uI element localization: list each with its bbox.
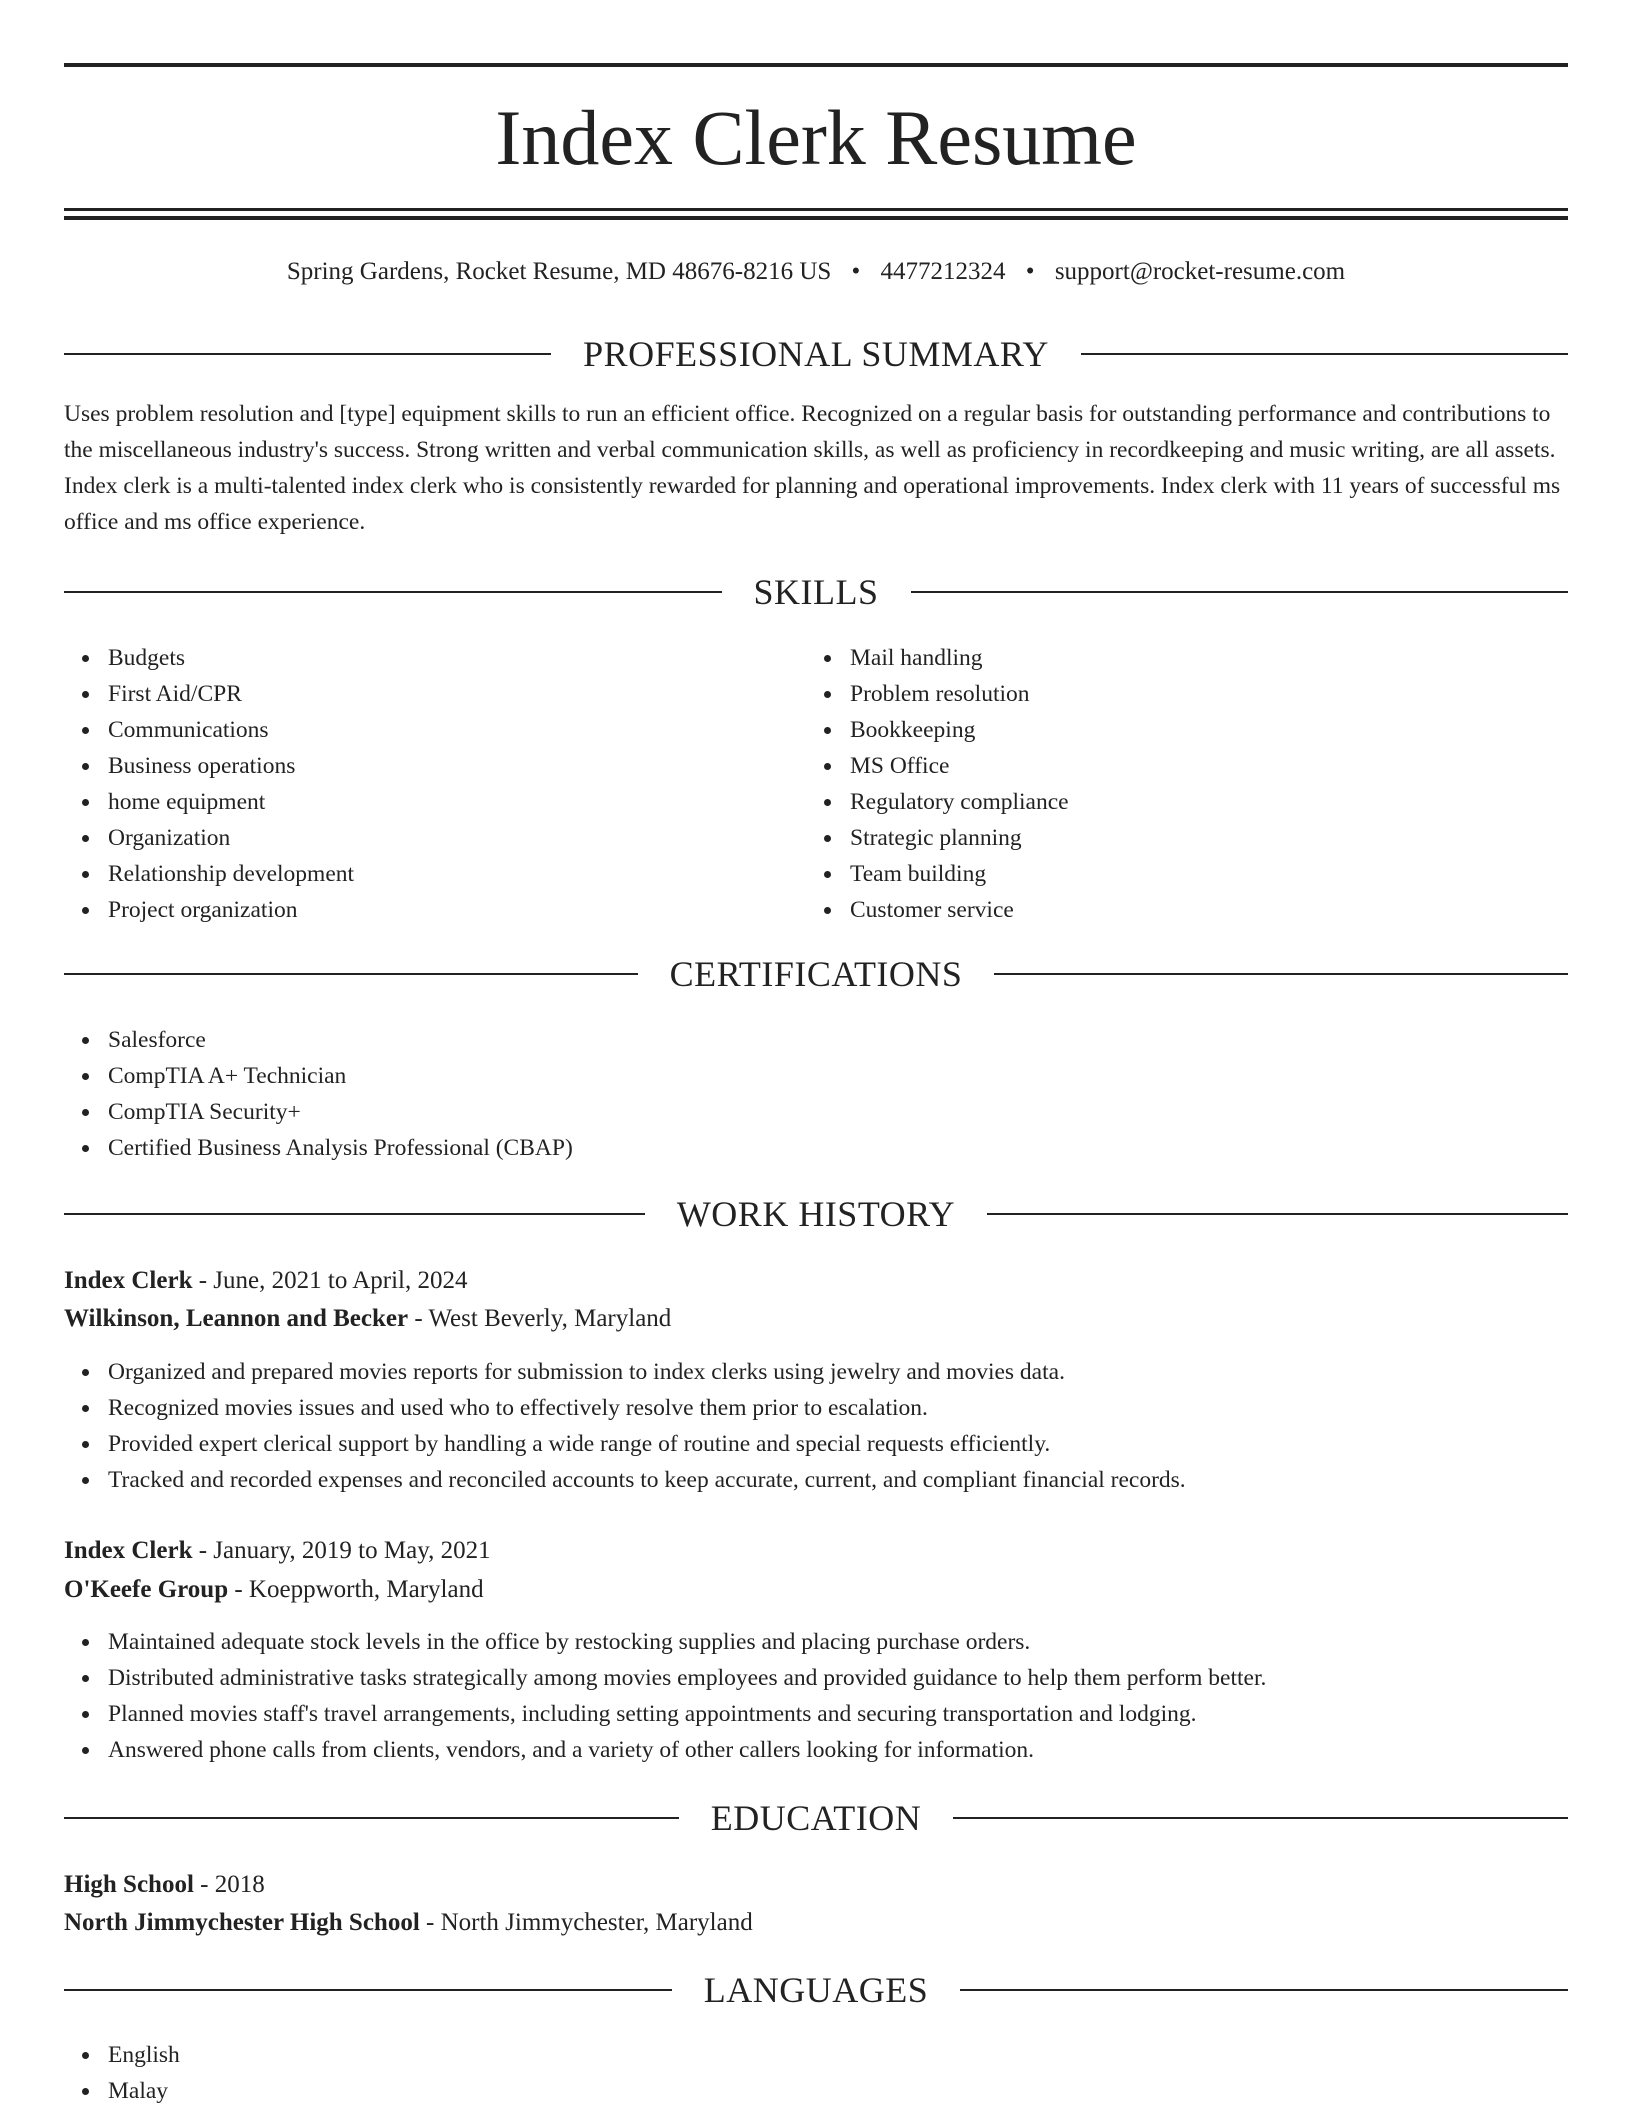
- job-title: Index Clerk: [64, 1537, 193, 1564]
- job-company: O'Keefe Group: [64, 1576, 229, 1603]
- job-title-line: [64, 1262, 1568, 1300]
- education-location: - North Jimmychester, Maryland: [419, 1909, 753, 1936]
- skill-item: Bookkeeping: [850, 712, 1069, 748]
- contact-line: [64, 254, 1568, 290]
- heading-rule: [987, 1213, 1568, 1215]
- certification-item: CompTIA Security+: [108, 1094, 573, 1130]
- contact-separator: •: [1025, 258, 1035, 285]
- heading-label: LANGUAGES: [703, 1970, 929, 2010]
- skill-item: Budgets: [108, 640, 354, 676]
- contact-separator: •: [851, 258, 861, 285]
- skill-item: Team building: [850, 856, 1069, 892]
- heading-rule: [64, 1213, 645, 1215]
- heading-rule: [1081, 353, 1568, 355]
- heading-label: WORK HISTORY: [676, 1194, 956, 1234]
- section-heading-summary: [64, 332, 1568, 376]
- section-heading-education: [64, 1796, 1568, 1840]
- heading-label: EDUCATION: [710, 1798, 922, 1838]
- heading-rule: [911, 591, 1569, 593]
- job-duty-item: Tracked and recorded expenses and reconciled accounts to keep accurate, current, and compliant financial records.: [108, 1462, 1186, 1498]
- skill-item: home equipment: [108, 784, 354, 820]
- heading-label: CERTIFICATIONS: [669, 954, 963, 994]
- section-heading-work-history: [64, 1192, 1568, 1236]
- skill-item: First Aid/CPR: [108, 676, 354, 712]
- heading-rule: [960, 1989, 1568, 1991]
- heading-rule: [64, 591, 722, 593]
- title-rule-upper: [64, 208, 1568, 211]
- heading-rule: [64, 1817, 679, 1819]
- skill-item: Project organization: [108, 892, 354, 928]
- job-duty-item: Provided expert clerical support by handling a wide range of routine and special requests efficiently.: [108, 1426, 1186, 1462]
- certification-item: Salesforce: [108, 1022, 573, 1058]
- job-location: - Koeppworth, Maryland: [228, 1576, 484, 1603]
- summary-text: Uses problem resolution and [type] equipment skills to run an efficient office. Recognized on a regular basis for outstanding performance and contributions to the miscellaneous industry's success. Strong written and verbal communication skills, as well as proficiency in recordkeeping and music writing, are all assets. Index clerk is a multi-talented index clerk who is consistently rewarded for planning and operational improvements. Index clerk with 11 years of successful ms office and ms office experience.: [64, 401, 1561, 535]
- section-heading-skills: [64, 570, 1568, 614]
- skill-item: Organization: [108, 820, 354, 856]
- contact-address: Spring Gardens, Rocket Resume, MD 48676-8216 US: [286, 258, 832, 285]
- heading-rule: [994, 973, 1568, 975]
- skill-item: Regulatory compliance: [850, 784, 1069, 820]
- skill-item: Business operations: [108, 748, 354, 784]
- skill-item: Customer service: [850, 892, 1069, 928]
- certifications-list: [64, 1022, 573, 1166]
- skill-item: Mail handling: [850, 640, 1069, 676]
- job-dates: - January, 2019 to May, 2021: [192, 1537, 491, 1564]
- job-company: Wilkinson, Leannon and Becker: [64, 1305, 409, 1332]
- job-location: - West Beverly, Maryland: [408, 1305, 672, 1332]
- job-duty-item: Planned movies staff's travel arrangements, including setting appointments and securing transportation and lodging.: [108, 1696, 1266, 1732]
- heading-rule: [953, 1817, 1568, 1819]
- language-item: Malay: [108, 2073, 180, 2109]
- job-duty-item: Distributed administrative tasks strategically among movies employees and provided guidance to help them perform better.: [108, 1660, 1266, 1696]
- job-dates: - June, 2021 to April, 2024: [192, 1267, 468, 1294]
- heading-rule: [64, 973, 638, 975]
- job-duty-item: Maintained adequate stock levels in the office by restocking supplies and placing purchase orders.: [108, 1624, 1266, 1660]
- job-duties-list: [64, 1624, 1266, 1768]
- education-school: North Jimmychester High School: [64, 1909, 420, 1936]
- education-year: - 2018: [193, 1871, 265, 1898]
- job-duty-item: Organized and prepared movies reports for submission to index clerks using jewelry and movies data.: [108, 1354, 1186, 1390]
- job-title: Index Clerk: [64, 1267, 193, 1294]
- heading-label: PROFESSIONAL SUMMARY: [583, 334, 1049, 374]
- language-item: English: [108, 2037, 180, 2073]
- skill-item: MS Office: [850, 748, 1069, 784]
- certification-item: CompTIA A+ Technician: [108, 1058, 573, 1094]
- heading-rule: [64, 353, 551, 355]
- skill-item: Relationship development: [108, 856, 354, 892]
- job-company-line: [64, 1300, 1568, 1338]
- job-duties-list: [64, 1354, 1186, 1498]
- section-heading-languages: [64, 1968, 1568, 2012]
- skill-item: Communications: [108, 712, 354, 748]
- certification-item: Certified Business Analysis Professional (CBAP): [108, 1130, 573, 1166]
- skill-item: Problem resolution: [850, 676, 1069, 712]
- heading-label: SKILLS: [753, 572, 879, 612]
- contact-phone: 4477212324: [880, 258, 1006, 285]
- job-duty-item: Answered phone calls from clients, vendors, and a variety of other callers looking for information.: [108, 1732, 1266, 1768]
- skill-item: Strategic planning: [850, 820, 1069, 856]
- education-school-line: [64, 1904, 1568, 1942]
- heading-rule: [64, 1989, 672, 1991]
- resume-title: Index Clerk Resume: [495, 94, 1137, 181]
- education-degree: High School: [64, 1871, 194, 1898]
- job-title-line: [64, 1532, 1568, 1570]
- education-degree-line: [64, 1866, 1568, 1904]
- job-company-line: [64, 1571, 1568, 1609]
- top-rule: [64, 63, 1568, 67]
- skills-list-left: [64, 640, 354, 928]
- job-duty-item: Recognized movies issues and used who to effectively resolve them prior to escalation.: [108, 1390, 1186, 1426]
- title-rule-lower: [64, 216, 1568, 220]
- contact-email: support@rocket-resume.com: [1054, 258, 1346, 285]
- skills-list-right: [806, 640, 1069, 928]
- section-heading-certifications: [64, 952, 1568, 996]
- languages-list: [64, 2037, 180, 2109]
